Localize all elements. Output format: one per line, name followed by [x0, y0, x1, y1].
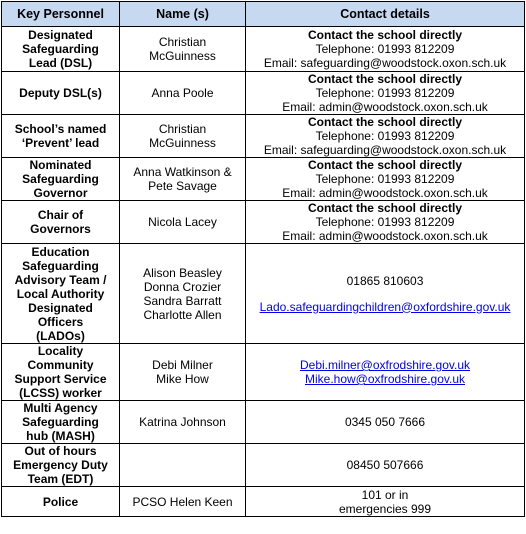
contact-heading: Contact the school directly	[307, 28, 463, 42]
role-text: Safeguarding	[22, 415, 99, 429]
contact-cell	[246, 344, 525, 401]
role-text: Safeguarding	[22, 172, 99, 186]
key-personnel-cell	[2, 27, 120, 72]
contact-email: Email: admin@woodstock.oxon.sch.uk	[282, 229, 488, 243]
role-text: Deputy DSL(s)	[19, 86, 102, 100]
key-personnel-cell	[2, 244, 120, 344]
contact-phone: Telephone: 01993 812209	[315, 86, 455, 100]
role-text: Safeguarding	[22, 258, 99, 273]
person-name: Anna Poole	[151, 86, 214, 100]
table-row	[2, 244, 525, 344]
contact-phone: Telephone: 01993 812209	[315, 42, 455, 56]
role-text: hub (MASH)	[26, 429, 95, 443]
email-link[interactable]: Lado.safeguardingchildren@oxfordshire.gov.uk	[259, 299, 511, 314]
contact-phone: 01865 810603	[346, 273, 424, 288]
person-name: Alison Beasley	[143, 265, 222, 280]
role-text: Designated	[28, 28, 93, 42]
key-personnel-table	[1, 1, 525, 517]
role-text: Designated	[28, 300, 93, 315]
email-link[interactable]: Mike.how@oxfrodshire.gov.uk	[304, 372, 466, 386]
role-text: Safeguarding	[22, 42, 99, 56]
role-text: Police	[42, 494, 79, 509]
table-row	[2, 487, 525, 517]
contact-email: Email: safeguarding@woodstock.oxon.sch.uk	[263, 56, 507, 70]
contact-email: Email: admin@woodstock.oxon.sch.uk	[282, 100, 488, 114]
contact-cell	[246, 27, 525, 72]
contact-cell	[246, 244, 525, 344]
contact-email: Email: admin@woodstock.oxon.sch.uk	[282, 186, 488, 200]
person-name: Christian	[158, 122, 207, 136]
contact-cell	[246, 72, 525, 115]
person-name: Christian	[158, 35, 207, 49]
table-row	[2, 401, 525, 444]
person-name: Pete Savage	[148, 179, 217, 193]
contact-phone: Telephone: 01993 812209	[315, 172, 455, 186]
names-cell	[120, 158, 246, 201]
key-personnel-cell	[2, 444, 120, 487]
contact-phone: 08450 507666	[346, 458, 424, 472]
role-text: (LCSS) worker	[19, 386, 102, 400]
table-row	[2, 444, 525, 487]
names-cell	[120, 344, 246, 401]
role-text: Governor	[33, 186, 88, 200]
role-text: Education	[31, 244, 90, 259]
contact-text: 101 or in	[361, 487, 409, 502]
contact-text: emergencies 999	[338, 501, 432, 516]
role-text: Chair of	[37, 208, 84, 222]
contact-cell	[246, 115, 525, 158]
names-cell	[120, 201, 246, 244]
contact-email: Email: safeguarding@woodstock.oxon.sch.uk	[263, 143, 507, 157]
table-row	[2, 344, 525, 401]
table-row	[2, 72, 525, 115]
contact-heading: Contact the school directly	[307, 115, 463, 129]
names-cell	[120, 487, 246, 517]
person-name: PCSO Helen Keen	[132, 494, 233, 509]
table-row	[2, 115, 525, 158]
key-personnel-cell	[2, 72, 120, 115]
person-name: Katrina Johnson	[139, 415, 226, 429]
role-text: Local Authority	[16, 286, 105, 301]
contact-phone: 0345 050 7666	[344, 415, 426, 429]
names-cell	[120, 72, 246, 115]
contact-heading: Contact the school directly	[307, 72, 463, 86]
key-personnel-cell	[2, 487, 120, 517]
contact-cell	[246, 487, 525, 517]
key-personnel-cell	[2, 401, 120, 444]
person-name: Nicola Lacey	[148, 215, 217, 229]
contact-cell	[246, 401, 525, 444]
header-row	[2, 2, 525, 27]
role-text: Officers	[37, 314, 84, 329]
person-name: Sandra Barratt	[143, 293, 222, 308]
key-personnel-cell	[2, 201, 120, 244]
contact-cell	[246, 201, 525, 244]
role-text: Team (EDT)	[27, 472, 94, 486]
person-name: Charlotte Allen	[143, 307, 222, 322]
contact-heading: Contact the school directly	[307, 158, 463, 172]
role-text: School’s named	[14, 122, 107, 136]
role-text: Governors	[30, 222, 91, 236]
person-name: McGuinness	[149, 136, 216, 150]
names-cell	[120, 244, 246, 344]
role-text: Multi Agency	[23, 401, 98, 415]
contact-phone: Telephone: 01993 812209	[315, 215, 455, 229]
table-row	[2, 158, 525, 201]
role-text: Emergency Duty	[13, 458, 108, 472]
key-personnel-cell	[2, 115, 120, 158]
header-key-personnel: Key Personnel	[2, 2, 120, 27]
contact-phone: Telephone: 01993 812209	[315, 129, 455, 143]
names-cell	[120, 27, 246, 72]
person-name: Anna Watkinson &	[133, 165, 232, 179]
role-text: Advisory Team /	[14, 272, 107, 287]
role-text: Locality	[37, 344, 84, 358]
email-link[interactable]: Debi.milner@oxfrodshire.gov.uk	[299, 358, 471, 372]
header-names: Name (s)	[120, 2, 246, 27]
person-name: Mike How	[156, 372, 209, 386]
key-personnel-cell	[2, 158, 120, 201]
role-text: Lead (DSL)	[28, 56, 93, 70]
role-text: Community	[27, 358, 94, 372]
names-cell	[120, 401, 246, 444]
person-name: McGuinness	[149, 49, 216, 63]
names-cell	[120, 444, 246, 487]
role-text: Out of hours	[24, 444, 97, 458]
table-row	[2, 201, 525, 244]
person-name: Debi Milner	[152, 358, 213, 372]
table-row	[2, 27, 525, 72]
contact-heading: Contact the school directly	[307, 201, 463, 215]
role-text: Nominated	[29, 158, 92, 172]
names-cell	[120, 115, 246, 158]
header-contact-details: Contact details	[246, 2, 525, 27]
contact-cell	[246, 158, 525, 201]
role-text: (LADOs)	[36, 328, 85, 343]
role-text: Support Service	[14, 372, 107, 386]
contact-cell	[246, 444, 525, 487]
role-text: ‘Prevent’ lead	[21, 136, 100, 150]
person-name: Donna Crozier	[143, 279, 222, 294]
key-personnel-cell	[2, 344, 120, 401]
